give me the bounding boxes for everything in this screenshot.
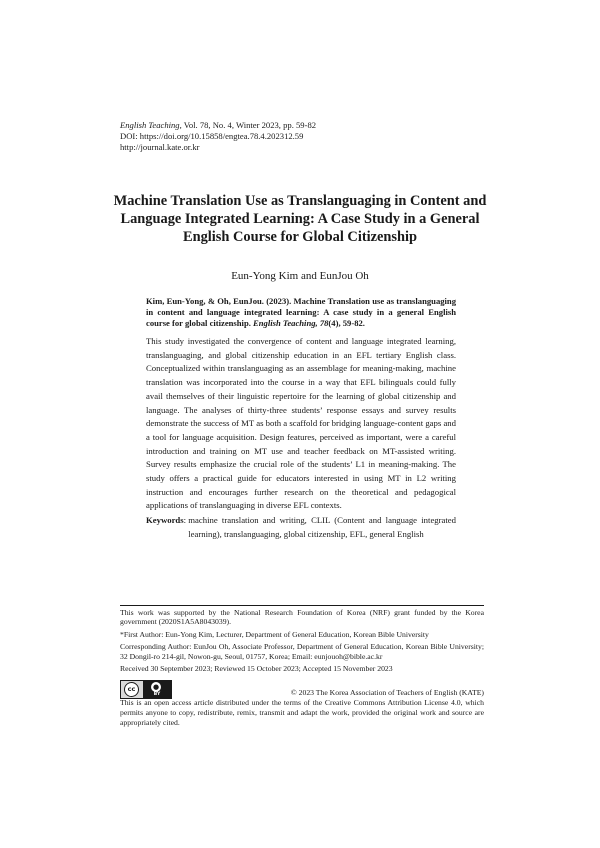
first-author-note: *First Author: Eun-Yong Kim, Lecturer, Department of General Education, Korean Bible University: [120, 629, 429, 639]
journal-header: [120, 120, 316, 153]
attribution-person-icon: ●: [152, 683, 160, 691]
author-line: Eun-Yong Kim and EunJou Oh: [231, 270, 369, 282]
keywords-block: [146, 514, 456, 541]
keywords-label-wrap: Keywords:: [146, 515, 189, 525]
reference-citation: [146, 296, 456, 329]
cc-logo-icon: cc: [124, 682, 139, 697]
doi-line[interactable]: DOI: https://doi.org/10.15858/engtea.78.4.202312.59: [120, 131, 304, 141]
footnotes: [120, 608, 484, 676]
journal-volume-info: , Vol. 78, No. 4, Winter 2023, pp. 59-82: [179, 120, 317, 130]
footnote-divider: [120, 605, 484, 606]
abstract-paragraph: This study investigated the convergence of content and language integrated learning, translanguaging, and global citizenship education in an EFL tertiary English class. Conceptualized within translanguaging as an assemblage for meaning-making, machine translation was incorporated into the course in a way that EFL bilinguals could fully avail themselves of their linguistic repertoire for the learning of global citizenship and language. The analyses of thirty-three students’ response essays and survey results demonstrate the success of MT as both a scaffold for bridging language-content gaps and a tool for language acquisition. Design features, perceived as important, were a careful introduction and training on MT use and teacher feedback on MT-assisted writing. Survey results emphasize the crucial role of the students’ L1 in meaning-making. The study offers a practical guide for educators interested in using MT in L2 writing instruction and encourages further research on the theoretical and pedagogical applications of translanguaging in diverse EFL contexts.: [146, 336, 456, 511]
corresponding-author-note: Corresponding Author: EunJou Oh, Associate Professor, Department of General Education, Korean Bible University; 32 Dongil-ro 214-gil, Nowon-gu, Seoul, 01757, Korea; Email: eunjouoh@bible.ac.kr: [120, 642, 484, 661]
dates-note: Received 30 September 2023; Reviewed 15 October 2023; Accepted 15 November 2023: [120, 664, 393, 674]
journal-citation-line: [120, 120, 316, 131]
by-label: BY: [153, 692, 161, 697]
keywords-label: Keywords: [146, 515, 184, 525]
journal-url[interactable]: http://journal.kate.or.kr: [120, 142, 200, 152]
copyright-notice: © 2023 The Korea Association of Teachers of English (KATE): [290, 688, 484, 697]
funding-note: This work was supported by the National Research Foundation of Korea (NRF) grant funded by the Korea government (2020S1A5A8043039).: [120, 608, 484, 627]
citation-issue-pages: (4), 59-82.: [328, 318, 365, 328]
cc-by-badge-icon[interactable]: [120, 680, 172, 699]
license-text: This is an open access article distributed under the terms of the Creative Commons Attribution License 4.0, which permits anyone to copy, redistribute, remix, transmit and adapt the work, provided the original work and source are appropriately cited.: [120, 698, 484, 728]
paper-title: Machine Translation Use as Translanguaging in Content and Language Integrated Learning: A Case Study in a General English Course for Global Citizenship: [113, 193, 487, 245]
citation-journal-volume: English Teaching, 78: [253, 318, 329, 328]
citation-text: Kim, Eun-Yong, & Oh, EunJou. (2023). Machine Translation use as translanguaging in content and language integrated learning: A case study in a general English course for global citizenship.: [146, 296, 456, 328]
keywords-text: machine translation and writing, CLIL (Content and language integrated learning), translanguaging, global citizenship, EFL, general English: [188, 515, 456, 539]
license-row: [120, 680, 484, 698]
journal-name: English Teaching: [120, 120, 180, 130]
